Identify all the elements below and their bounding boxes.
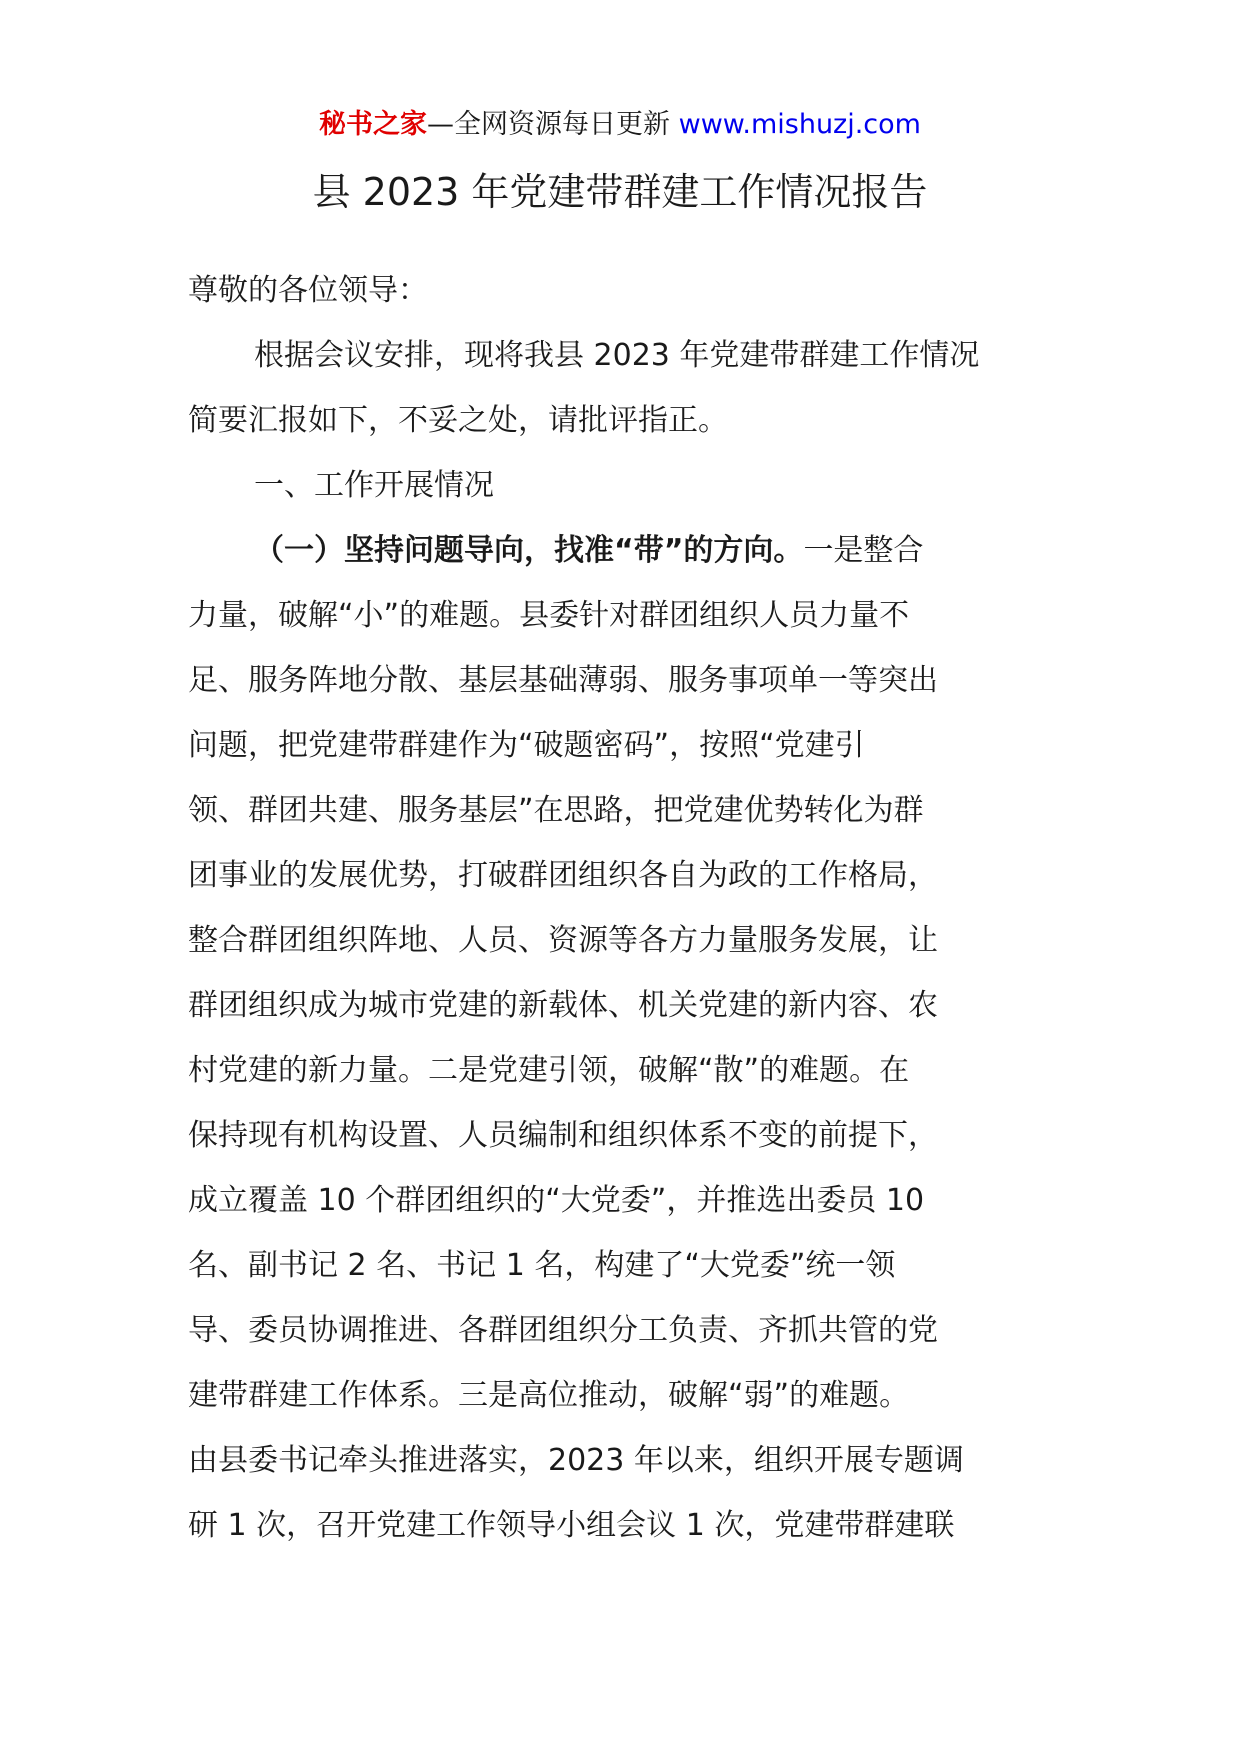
paragraph-line: 研 1 次，召开党建工作领导小组会议 1 次，党建带群建联 xyxy=(188,1508,955,1543)
paragraph-line: 整合群团组织阵地、人员、资源等各方力量服务发展，让 xyxy=(188,923,938,958)
paragraph-line: 村党建的新力量。二是党建引领，破解“散”的难题。在 xyxy=(188,1053,910,1088)
paragraph-line: 足、服务阵地分散、基层基础薄弱、服务事项单一等突出 xyxy=(188,663,938,698)
paragraph-line: 名、副书记 2 名、书记 1 名，构建了“大党委”统一领 xyxy=(188,1248,896,1283)
subsection-first-line xyxy=(188,518,1068,583)
paragraph-line: 由县委书记牵头推进落实，2023 年以来，组织开展专题调 xyxy=(188,1443,964,1478)
paragraph-line: 导、委员协调推进、各群团组织分工负责、齐抓共管的党 xyxy=(188,1313,938,1348)
intro-line: 简要汇报如下，不妥之处，请批评指正。 xyxy=(188,403,728,438)
brand-name: 秘书之家 xyxy=(319,109,428,140)
paragraph-line: 成立覆盖 10 个群团组织的“大党委”，并推选出委员 10 xyxy=(188,1183,925,1218)
intro-line: 根据会议安排，现将我县 2023 年党建带群建工作情况 xyxy=(254,338,980,373)
section-heading: 一、工作开展情况 xyxy=(254,468,494,503)
paragraph-line: 领、群团共建、服务基层”在思路，把党建优势转化为群 xyxy=(188,793,924,828)
header-tagline: —全网资源每日更新 xyxy=(427,109,679,140)
paragraph-line: 群团组织成为城市党建的新载体、机关党建的新内容、农 xyxy=(188,988,938,1023)
paragraph-line: 问题，把党建带群建作为“破题密码”，按照“党建引 xyxy=(188,728,865,763)
salutation: 尊敬的各位领导： xyxy=(188,273,428,308)
paragraph-line: 团事业的发展优势，打破群团组织各自为政的工作格局， xyxy=(188,858,938,893)
document-body xyxy=(188,258,1068,1558)
site-header xyxy=(0,100,1240,150)
subsection-heading: （一）坚持问题导向，找准“带”的方向。 xyxy=(254,533,804,568)
paragraph-text: 一是整合 xyxy=(803,533,924,568)
site-url-link[interactable]: www.mishuzj.com xyxy=(678,109,921,140)
paragraph-line: 建带群建工作体系。三是高位推动，破解“弱”的难题。 xyxy=(188,1378,910,1413)
document-title: 县 2023 年党建带群建工作情况报告 xyxy=(312,170,928,214)
paragraph-line: 保持现有机构设置、人员编制和组织体系不变的前提下， xyxy=(188,1118,938,1153)
paragraph-line: 力量，破解“小”的难题。县委针对群团组织人员力量不 xyxy=(188,598,910,633)
